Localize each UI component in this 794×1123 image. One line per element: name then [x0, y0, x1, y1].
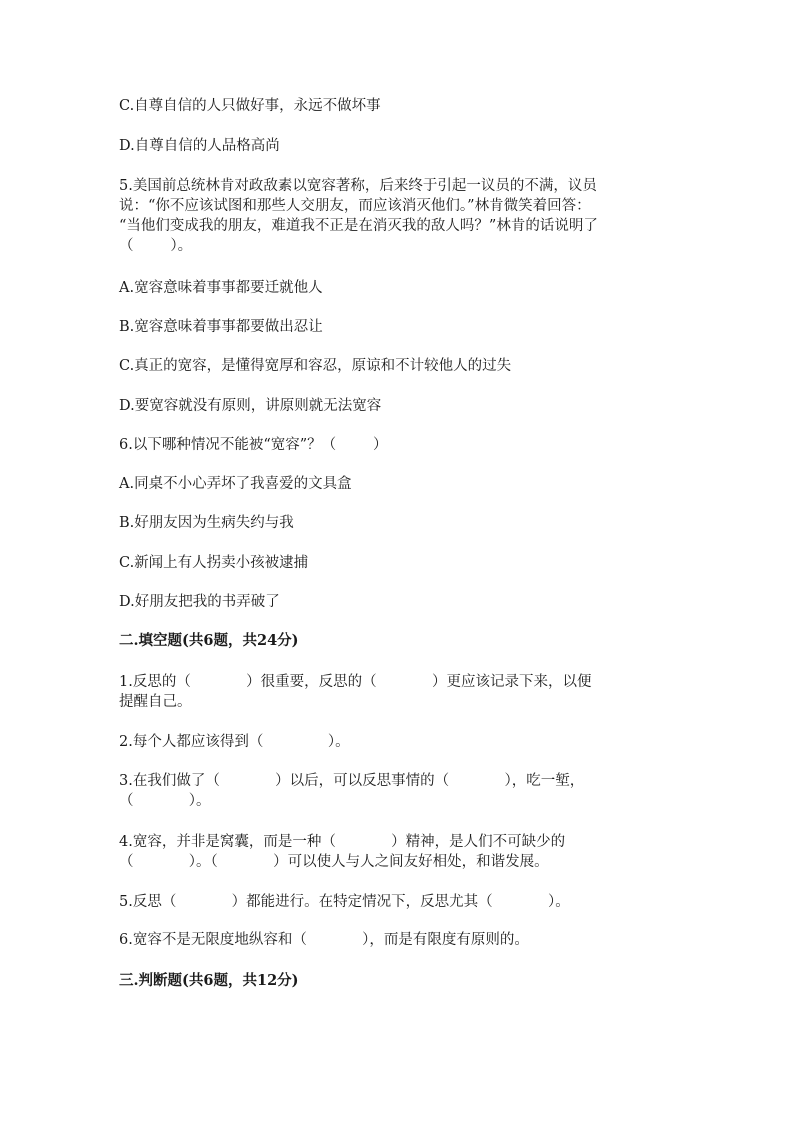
q5-option-c: C.真正的宽容，是懂得宽厚和容忍，原谅和不计较他人的过失	[119, 358, 512, 374]
q5-stem-line-1: 5.美国前总统林肯对政敌素以宽容著称，后来终于引起一议员的不满，议员	[119, 178, 597, 194]
q5-stem-line-3: “当他们变成我的朋友，难道我不正是在消灭我的敌人吗？”林肯的话说明了	[119, 218, 598, 234]
fill-q2: 2.每个人都应该得到（ ）。	[119, 734, 350, 750]
fill-q1-line-2: 提醒自己。	[119, 694, 192, 710]
q6-stem: 6.以下哪种情况不能被“宽容”？（ ）	[119, 437, 388, 453]
fill-q3-line-1: 3.在我们做了（ ）以后，可以反思事情的（ ），吃一堑，	[119, 773, 585, 789]
q5-stem-line-2: 说：“你不应该试图和那些人交朋友，而应该消灭他们。”林肯微笑着回答：	[119, 198, 591, 214]
fill-q4-line-1: 4.宽容，并非是窝囊，而是一种（ ）精神，是人们不可缺少的	[119, 834, 566, 850]
fill-q3-line-2: （ ）。	[119, 793, 211, 809]
q4-option-c: C.自尊自信的人只做好事，永远不做坏事	[119, 98, 381, 114]
q5-option-a: A.宽容意味着事事都要迁就他人	[119, 280, 323, 296]
q5-option-b: B.宽容意味着事事都要做出忍让	[119, 319, 323, 335]
q6-option-b: B.好朋友因为生病失约与我	[119, 515, 294, 531]
q5-stem-line-4: （ ）。	[119, 238, 193, 254]
fill-q4-line-2: （ ）。（ ）可以使人与人之间友好相处，和谐发展。	[119, 854, 549, 870]
q5-option-d: D.要宽容就没有原则，讲原则就无法宽容	[119, 398, 382, 414]
fill-q5: 5.反思（ ）都能进行。在特定情况下，反思尤其（ ）。	[119, 894, 570, 910]
q6-option-c: C.新闻上有人拐卖小孩被逮捕	[119, 555, 309, 571]
q6-option-a: A.同桌不小心弄坏了我喜爱的文具盒	[119, 476, 352, 492]
section-2-heading: 二.填空题(共6题，共24分)	[119, 632, 299, 649]
fill-q6: 6.宽容不是无限度地纵容和（ ），而是有限度有原则的。	[119, 932, 529, 948]
fill-q1-line-1: 1.反思的（ ）很重要，反思的（ ）更应该记录下来，以便	[119, 674, 592, 690]
q4-option-d: D.自尊自信的人品格高尚	[119, 138, 280, 154]
q6-option-d: D.好朋友把我的书弄破了	[119, 594, 280, 610]
section-3-heading: 三.判断题(共6题，共12分)	[119, 972, 299, 989]
